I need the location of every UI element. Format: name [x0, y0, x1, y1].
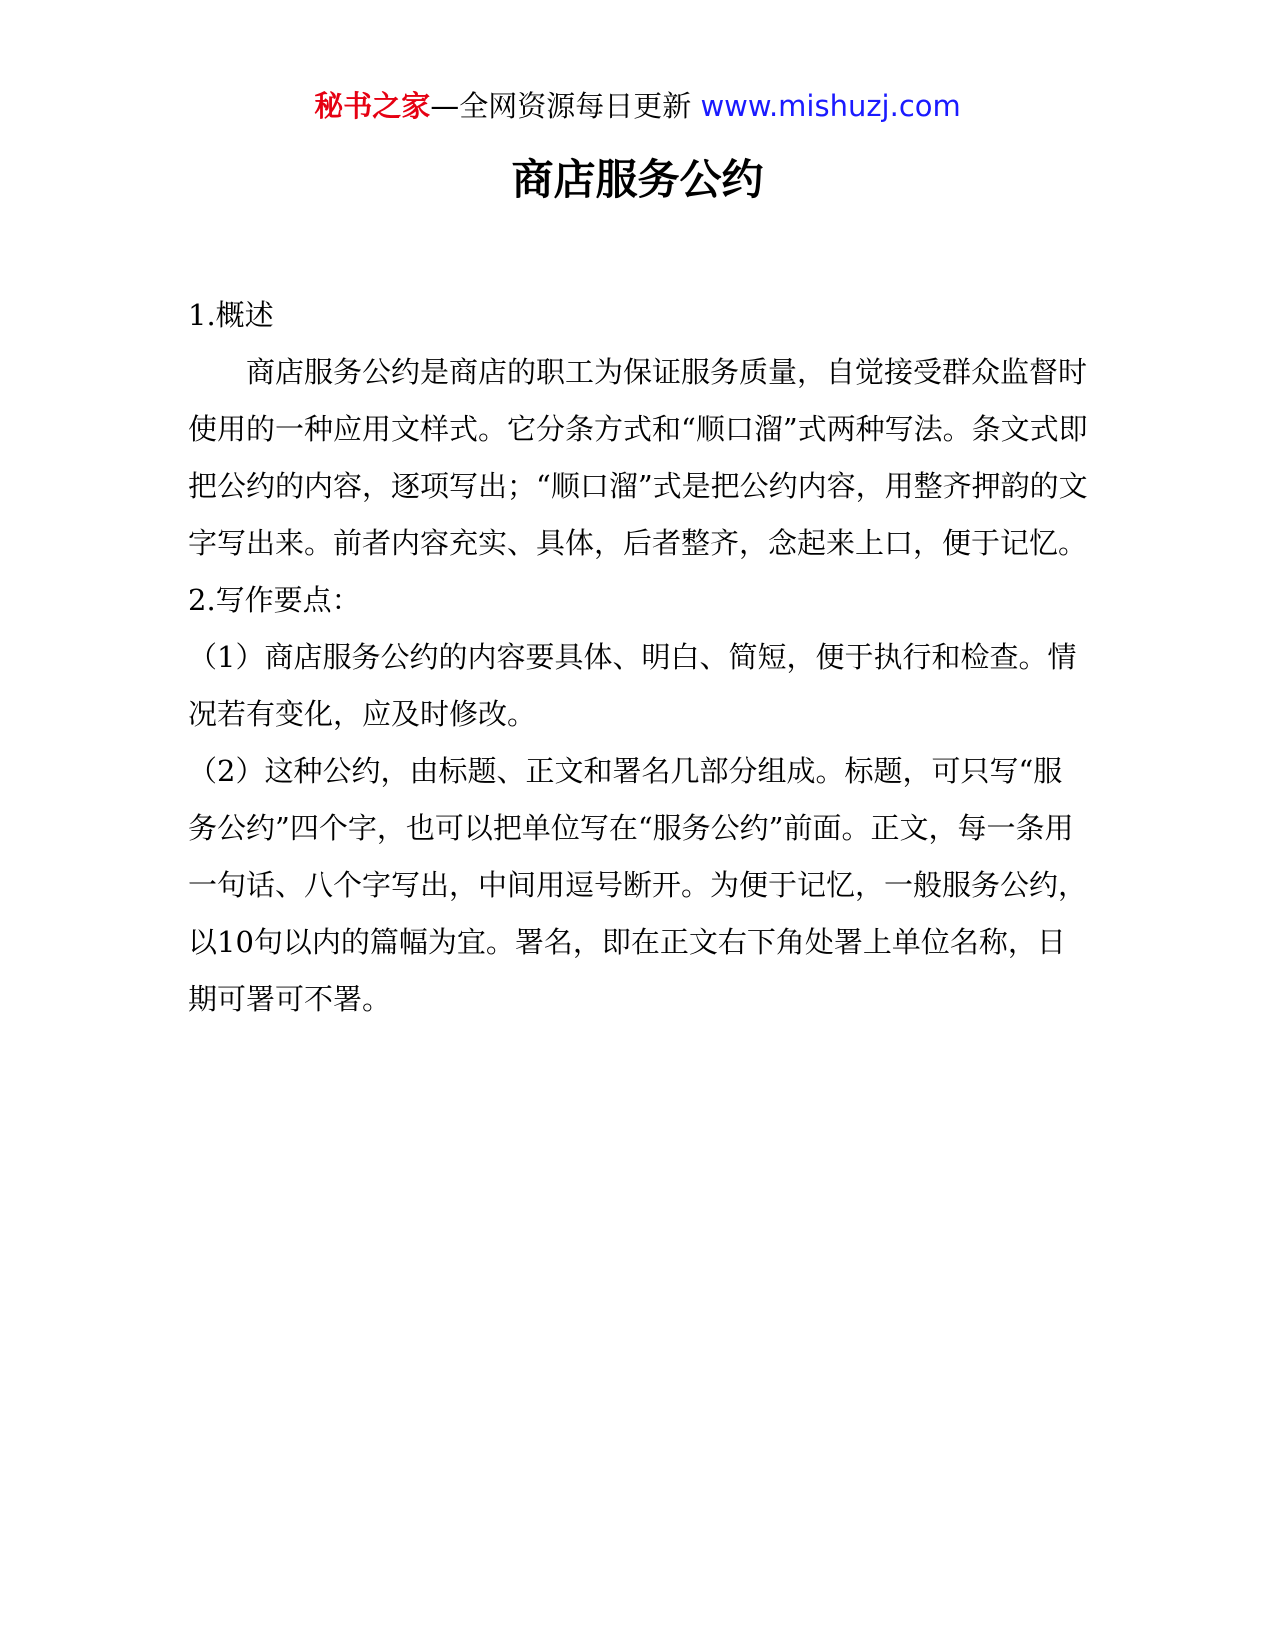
header-tagline: —全网资源每日更新 — [430, 89, 692, 123]
section-heading-writing-points: 2.写作要点： — [188, 583, 361, 617]
section-heading-overview: 1.概述 — [188, 298, 274, 332]
writing-point-1: （1）商店服务公约的内容要具体、明白、简短，便于执行和检查。情况若有变化，应及时修改。 — [188, 640, 1077, 731]
document-title: 商店服务公约 — [511, 155, 764, 204]
document-body — [188, 287, 1088, 1028]
site-url[interactable]: www.mishuzj.com — [700, 89, 961, 123]
site-header — [0, 86, 1275, 126]
writing-point-2: （2）这种公约，由标题、正文和署名几部分组成。标题，可只写“服务公约”四个字，也可以把单位写在“服务公约”前面。正文，每一条用一句话、八个字写出，中间用逗号断开。为便于记忆，一般服务公约，以10句以内的篇幅为宜。署名，即在正文右下角处署上单位名称，日期可署可不署。 — [188, 754, 1088, 1016]
overview-paragraph: 商店服务公约是商店的职工为保证服务质量，自觉接受群众监督时使用的一种应用文样式。它分条方式和“顺口溜”式两种写法。条文式即把公约的内容，逐项写出；“顺口溜”式是把公约内容，用整齐押韵的文字写出来。前者内容充实、具体，后者整齐，念起来上口，便于记忆。 — [188, 355, 1088, 560]
brand-name: 秘书之家 — [314, 89, 431, 123]
